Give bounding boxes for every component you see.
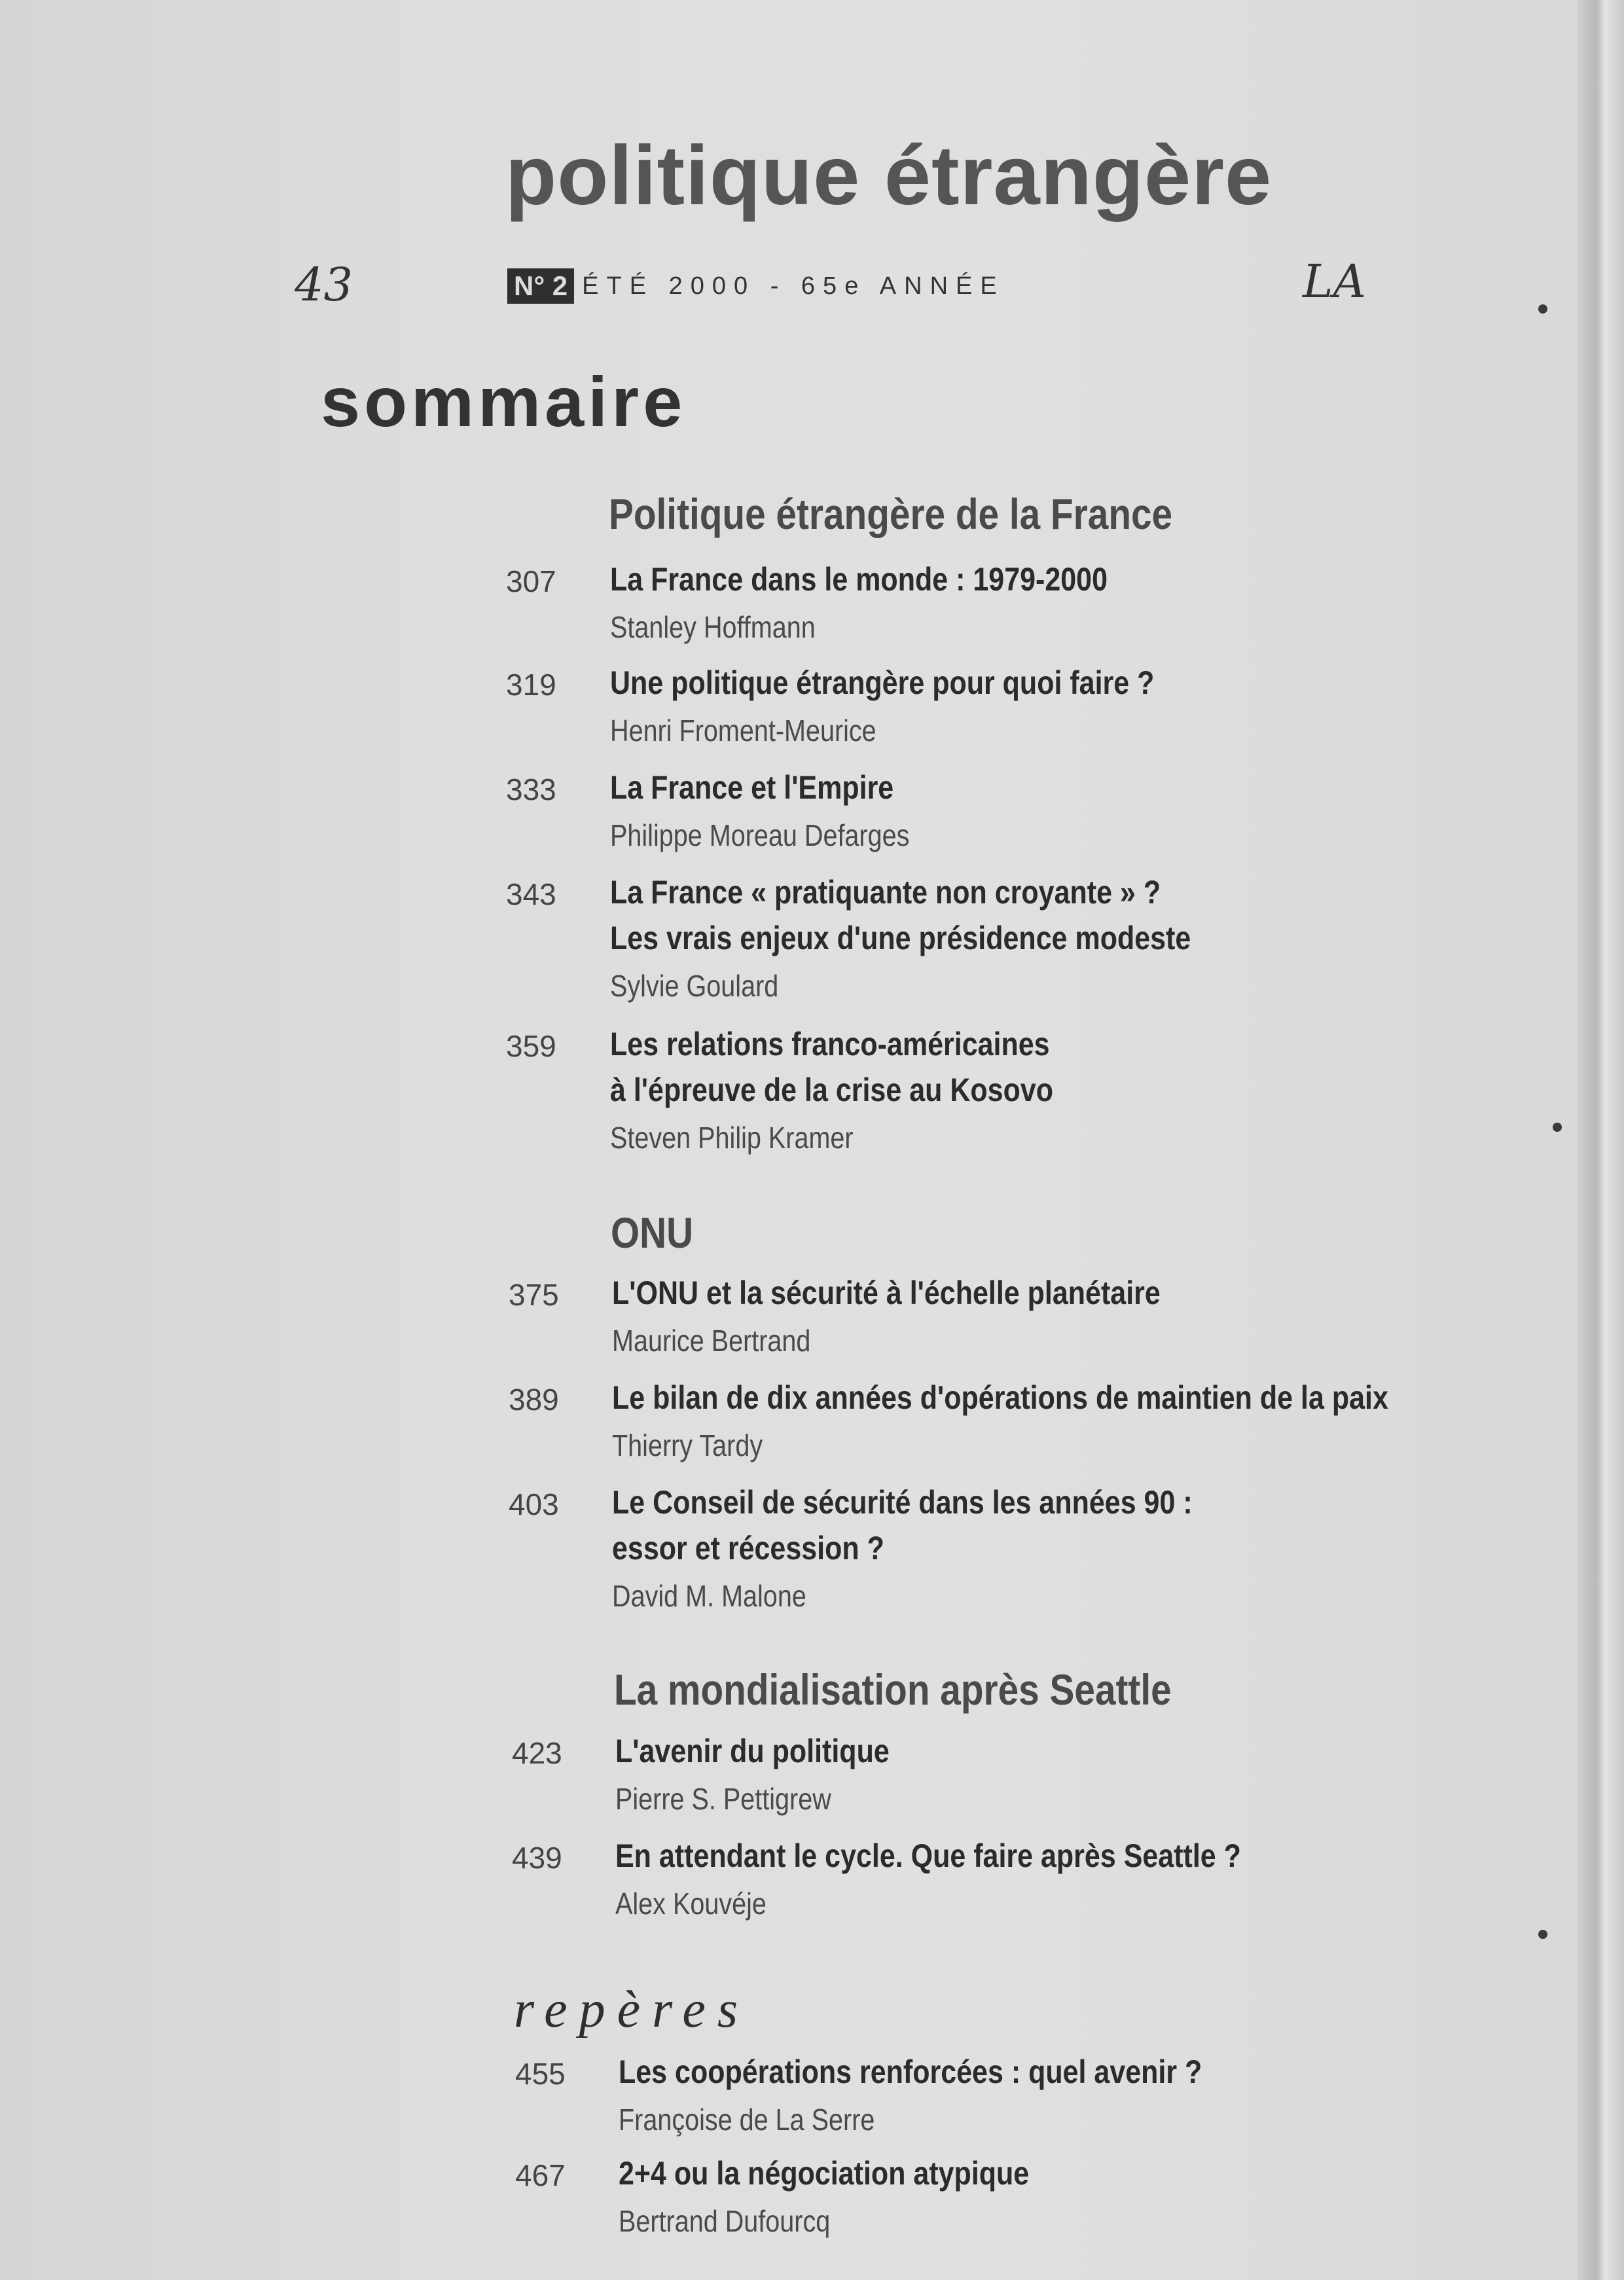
- article-title: Les coopérations renforcées : quel avenir ?: [619, 2054, 1202, 2090]
- page-number: 423: [512, 1736, 562, 1770]
- article-author: Bertrand Dufourcq: [619, 2204, 831, 2238]
- issue-date: ÉTÉ 2000 - 65e ANNÉE: [582, 272, 1005, 300]
- page-number: 319: [506, 668, 556, 702]
- article-title-line2: à l'épreuve de la crise au Kosovo: [610, 1072, 1054, 1108]
- article-title: L'avenir du politique: [615, 1733, 890, 1769]
- article-author: Henri Froment-Meurice: [610, 714, 876, 748]
- article-author: Maurice Bertrand: [612, 1324, 811, 1358]
- article-author: Steven Philip Kramer: [610, 1121, 854, 1155]
- page-edge-shadow: [1578, 0, 1624, 2280]
- article-author: Pierre S. Pettigrew: [615, 1782, 831, 1816]
- article-title: La France et l'Empire: [610, 769, 894, 806]
- dust-speck: [1538, 304, 1547, 314]
- page-number: 375: [509, 1278, 559, 1312]
- reperes-heading: repères: [514, 1981, 749, 2038]
- article-author: Philippe Moreau Defarges: [610, 818, 910, 852]
- page-number: 467: [515, 2158, 566, 2192]
- page-number: 307: [506, 564, 556, 598]
- page-number: 343: [506, 877, 556, 911]
- section-title: Politique étrangère de la France: [609, 490, 1173, 538]
- handwritten-note-left: 43: [295, 258, 353, 312]
- article-author: Françoise de La Serre: [619, 2103, 875, 2137]
- article-title: 2+4 ou la négociation atypique: [619, 2155, 1030, 2192]
- article-author: Thierry Tardy: [612, 1428, 763, 1462]
- page-number: 403: [509, 1487, 559, 1521]
- page-number: 389: [509, 1383, 559, 1417]
- article-title-line2: essor et récession ?: [612, 1530, 884, 1566]
- page-number: 439: [512, 1841, 562, 1875]
- article-title: En attendant le cycle. Que faire après Seattle ?: [615, 1837, 1241, 1874]
- section-title: La mondialisation après Seattle: [614, 1665, 1172, 1714]
- section-title: ONU: [611, 1208, 694, 1257]
- article-author: Alex Kouvéje: [615, 1887, 767, 1921]
- article-author: Stanley Hoffmann: [610, 610, 816, 644]
- table-of-contents-heading: sommaire: [321, 362, 687, 441]
- article-title-line2: Les vrais enjeux d'une présidence modeste: [610, 920, 1191, 956]
- page-number: 333: [506, 772, 556, 806]
- article-author: David M. Malone: [612, 1579, 806, 1613]
- page-number: 455: [515, 2057, 566, 2091]
- issue-number-badge: N° 2: [507, 268, 574, 304]
- article-title: L'ONU et la sécurité à l'échelle planétaire: [612, 1275, 1161, 1311]
- article-title: La France « pratiquante non croyante » ?: [610, 874, 1161, 911]
- article-title: Le bilan de dix années d'opérations de maintien de la paix: [612, 1379, 1388, 1416]
- article-title: Les relations franco-américaines: [610, 1026, 1050, 1062]
- dust-speck: [1538, 1930, 1547, 1939]
- page-number: 359: [506, 1029, 556, 1063]
- article-title: Une politique étrangère pour quoi faire ?: [610, 664, 1155, 701]
- issue-line: [507, 268, 1005, 304]
- article-title: La France dans le monde : 1979-2000: [610, 561, 1108, 598]
- article-author: Sylvie Goulard: [610, 969, 779, 1003]
- handwritten-note-right: LA: [1303, 255, 1367, 308]
- journal-title: politique étrangère: [505, 129, 1272, 223]
- article-title: Le Conseil de sécurité dans les années 90 :: [612, 1484, 1193, 1521]
- dust-speck: [1553, 1123, 1562, 1132]
